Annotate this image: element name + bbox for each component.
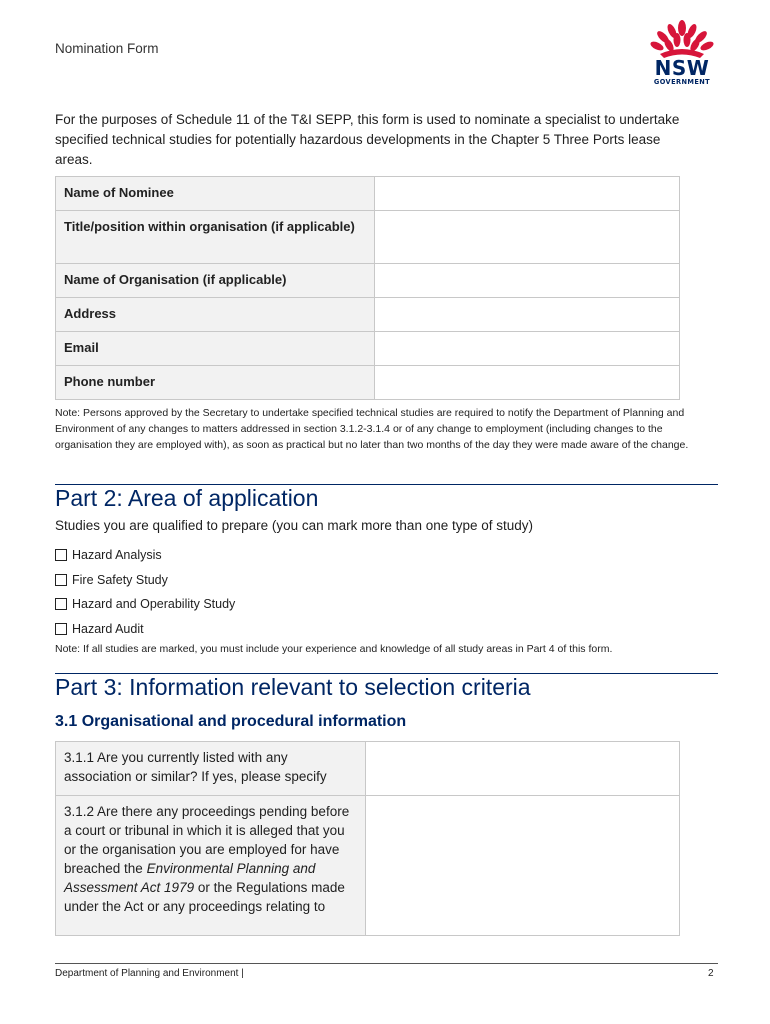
nsw-government-logo xyxy=(648,20,716,90)
address-field[interactable] xyxy=(375,298,680,332)
hazard-audit-checkbox[interactable] xyxy=(55,623,67,635)
title-position-field[interactable] xyxy=(375,211,680,264)
organisation-name-field[interactable] xyxy=(375,264,680,298)
table-row xyxy=(56,264,680,298)
title-position-label: Title/position within organisation (if applicable) xyxy=(56,211,375,264)
fire-safety-study-label: Fire Safety Study xyxy=(72,572,168,587)
hazard-operability-study-checkbox[interactable] xyxy=(55,598,67,610)
email-label: Email xyxy=(56,332,375,366)
question-3-1-2-text-b: or the Regulations made under the Act or any proceedings relating to xyxy=(64,880,345,914)
hazard-operability-study-label: Hazard and Operability Study xyxy=(72,597,236,612)
email-field[interactable] xyxy=(375,332,680,366)
nominee-name-label: Name of Nominee xyxy=(56,177,375,211)
part2-heading: Part 2: Area of application xyxy=(55,485,319,511)
footer-department: Department of Planning and Environment | xyxy=(55,968,244,979)
act-year-text: 1979 xyxy=(164,880,195,895)
waratah-icon xyxy=(648,20,716,60)
list-item xyxy=(55,568,235,593)
study-type-checklist xyxy=(55,543,235,641)
table-row xyxy=(56,332,680,366)
page-header-title: Nomination Form xyxy=(55,41,159,56)
hazard-analysis-label: Hazard Analysis xyxy=(72,548,162,563)
logo-government-text: GOVERNMENT xyxy=(653,78,711,86)
question-3-1-2-text-a: 3.1.2 Are there any proceedings pending before a court or tribunal in which it is alleged that you or the organisation you are employed for have breached the xyxy=(64,804,350,876)
hazard-audit-label: Hazard Audit xyxy=(72,621,144,636)
list-item xyxy=(55,592,235,617)
phone-number-field[interactable] xyxy=(375,366,680,400)
answer-3-1-2-field[interactable] xyxy=(366,796,680,936)
logo-nsw-text: NSW xyxy=(654,56,710,80)
hazard-analysis-checkbox[interactable] xyxy=(55,549,67,561)
address-label: Address xyxy=(56,298,375,332)
organisation-name-label: Name of Organisation (if applicable) xyxy=(56,264,375,298)
notification-note: Note: Persons approved by the Secretary to undertake specified technical studies are required to notify the Department of Planning and Environment of any changes to matters addressed in section 3.1.2-3.1.4 or of any change to employment (including changes to the organisation they are employed with), as soon as practical but no later than two months of the day they were made aware of the change. xyxy=(55,407,689,451)
table-row xyxy=(56,177,680,211)
table-row xyxy=(56,742,680,796)
table-row xyxy=(56,366,680,400)
selection-criteria-table xyxy=(55,741,680,936)
table-row xyxy=(56,211,680,264)
studies-intro: Studies you are qualified to prepare (you can mark more than one type of study) xyxy=(55,518,534,533)
answer-3-1-1-field[interactable] xyxy=(366,742,680,796)
question-3-1-2 xyxy=(56,796,366,936)
list-item xyxy=(55,617,235,642)
nominee-details-table xyxy=(55,176,680,400)
studies-note: Note: If all studies are marked, you must include your experience and knowledge of all study areas in Part 4 of this form. xyxy=(55,643,613,655)
section-3-1-heading: 3.1 Organisational and procedural information xyxy=(55,713,407,730)
fire-safety-study-checkbox[interactable] xyxy=(55,574,67,586)
page-number: 2 xyxy=(708,968,714,979)
part3-heading: Part 3: Information relevant to selection criteria xyxy=(55,674,531,700)
nominee-name-field[interactable] xyxy=(375,177,680,211)
intro-paragraph: For the purposes of Schedule 11 of the T&I SEPP, this form is used to nominate a specialist to undertake specified technical studies for potentially hazardous developments in the Chapter 5 Three Ports lease areas. xyxy=(55,112,680,167)
question-3-1-1: 3.1.1 Are you currently listed with any association or similar? If yes, please specify xyxy=(56,742,366,796)
table-row xyxy=(56,298,680,332)
table-row xyxy=(56,796,680,936)
footer-divider xyxy=(55,963,718,964)
phone-number-label: Phone number xyxy=(56,366,375,400)
list-item xyxy=(55,543,235,568)
act-title-text: Environmental Planning and Assessment Act xyxy=(64,861,316,895)
